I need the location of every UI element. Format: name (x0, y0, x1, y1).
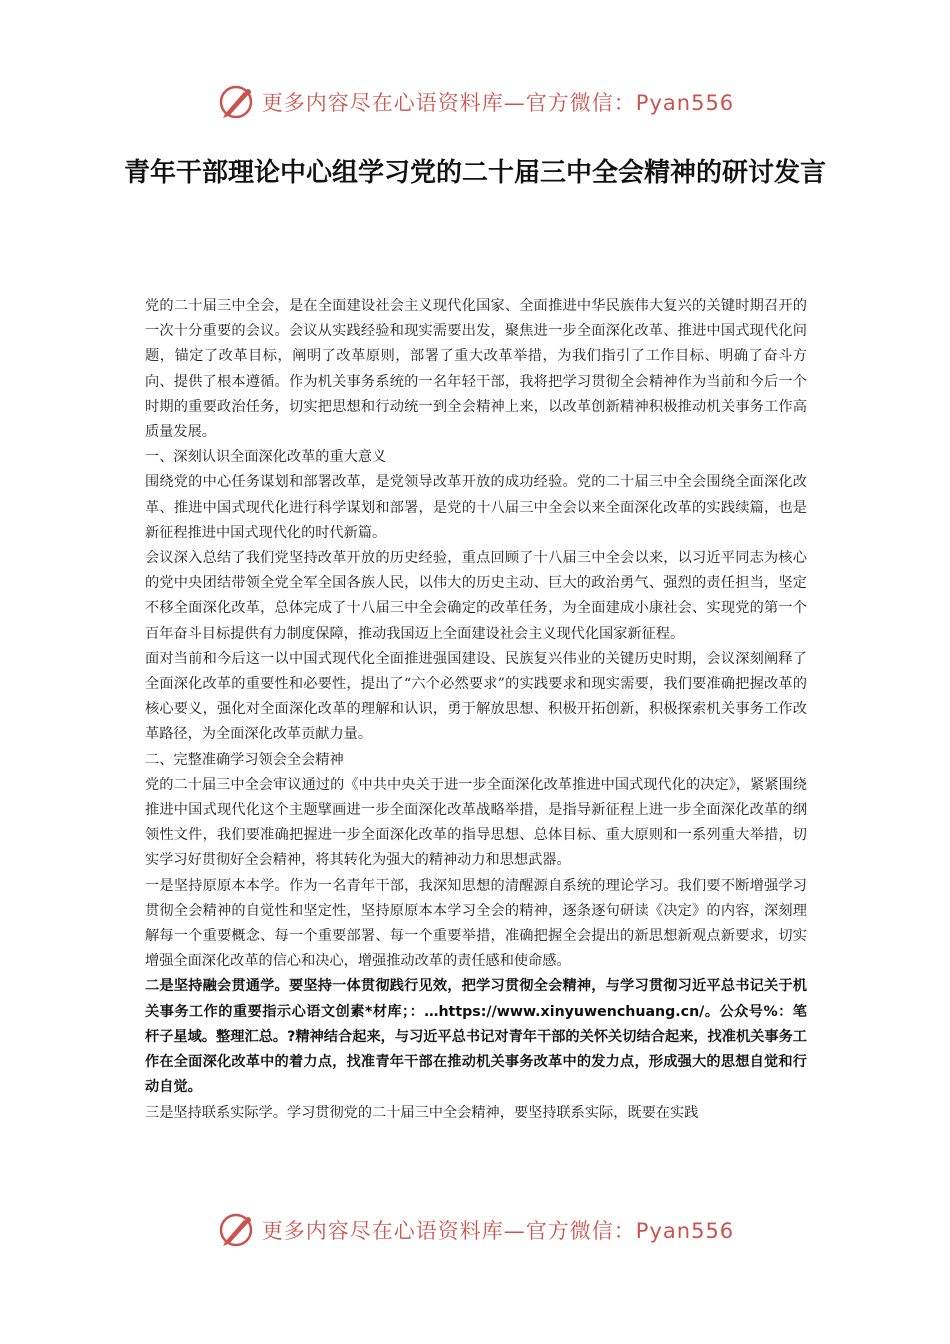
section-heading-1: 一、深刻认识全面深化改革的重大意义 (145, 449, 387, 466)
paragraph: 面对当前和今后这一以中国式现代化全面推进强国建设、民族复兴伟业的关键历史时期，会议深刻阐释了全面深化改革的重要性和必要性，提出了“六个必然要求”的实践要求和现实需要，我们要准确把握改革的核心要义，强化对全面深化改革的理解和认识，勇于解放思想、积极开拓创新，积极探索机关事务工作改革路径，为全面深化改革贡献力量。 (145, 650, 807, 743)
footer-banner (0, 1208, 950, 1252)
section-heading-2: 二、完整准确学习领会全会精神 (145, 751, 344, 768)
header-banner (0, 80, 950, 124)
paragraph-bold: 二是坚持融会贯通学。要坚持一体贯彻践行见效，把学习贯彻全会精神，与学习贯彻习近平总书记关于机关事务工作的重要指示心语文创素*材库；：…https://www.xinyuwenchuang.cn/。公众号%：笔杆子星域。整理汇总。?精神结合起来，与习近平总书记对青年干部的关怀关切结合起来，找准机关事务工作在全面深化改革中的着力点，找准青年干部在推动机关事务改革中的发力点，形成强大的思想自觉和行动自觉。 (145, 978, 807, 1096)
paragraph: 三是坚持联系实际学。学习贯彻党的二十届三中全会精神，要坚持联系实际，既要在实践 (145, 1104, 699, 1121)
intro-paragraph: 党的二十届三中全会，是在全面建设社会主义现代化国家、全面推进中华民族伟大复兴的关键时期召开的一次十分重要的会议。会议从实践经验和现实需要出发，聚焦进一步全面深化改革、推进中国式现代化问题，锚定了改革目标，阐明了改革原则，部署了重大改革举措，为我们指引了工作目标、明确了奋斗方向、提供了根本遵循。作为机关事务系统的一名年轻干部，我将把学习贯彻全会精神作为当前和今后一个时期的重要政治任务，切实把思想和行动统一到全会精神上来，以改革创新精神积极推动机关事务工作高质量发展。 (145, 298, 807, 441)
banner-text: 更多内容尽在心语资料库—官方微信：Pyan556 (261, 1219, 735, 1243)
banner-text: 更多内容尽在心语资料库—官方微信：Pyan556 (261, 91, 735, 115)
paragraph: 围绕党的中心任务谋划和部署改革，是党领导改革开放的成功经验。党的二十届三中全会围绕全面深化改革、推进中国式现代化进行科学谋划和部署，是党的十八届三中全会以来全面深化改革的实践续篇，也是新征程推进中国式现代化的时代新篇。 (145, 474, 807, 541)
paragraph: 一是坚持原原本本学。作为一名青年干部，我深知思想的清醒源自系统的理论学习。我们要不断增强学习贯彻全会精神的自觉性和坚定性，坚持原原本本学习全会的精神，逐条逐句研读《决定》的内容，深刻理解每一个重要概念、每一个重要部署、每一个重要举措，准确把握全会提出的新思想新观点新要求，切实增强全面深化改革的信心和决心，增强推动改革的责任感和使命感。 (145, 877, 807, 970)
document-body (145, 294, 807, 1126)
paragraph: 党的二十届三中全会审议通过的《中共中央关于进一步全面深化改革推进中国式现代化的决定》，紧紧围绕推进中国式现代化这个主题擘画进一步全面深化改革战略举措，是指导新征程上进一步全面深化改革的纲领性文件，我们要准确把握进一步全面深化改革的指导思想、总体目标、重大原则和一系列重大举措，切实学习好贯彻好全会精神，将其转化为强大的精神动力和思想武器。 (145, 776, 807, 869)
paragraph: 会议深入总结了我们党坚持改革开放的历史经验，重点回顾了十八届三中全会以来，以习近平同志为核心的党中央团结带领全党全军全国各族人民，以伟大的历史主动、巨大的政治勇气、强烈的责任担当，坚定不移全面深化改革，总体完成了十八届三中全会确定的改革任务，为全面建成小康社会、实现党的第一个百年奋斗目标提供有力制度保障，推动我国迈上全面建设社会主义现代化国家新征程。 (145, 550, 807, 642)
pen-circle-logo-icon (216, 82, 256, 122)
pen-circle-logo-icon (216, 1210, 256, 1250)
document-title: 青年干部理论中心组学习党的二十届三中全会精神的研讨发言 (123, 158, 826, 188)
